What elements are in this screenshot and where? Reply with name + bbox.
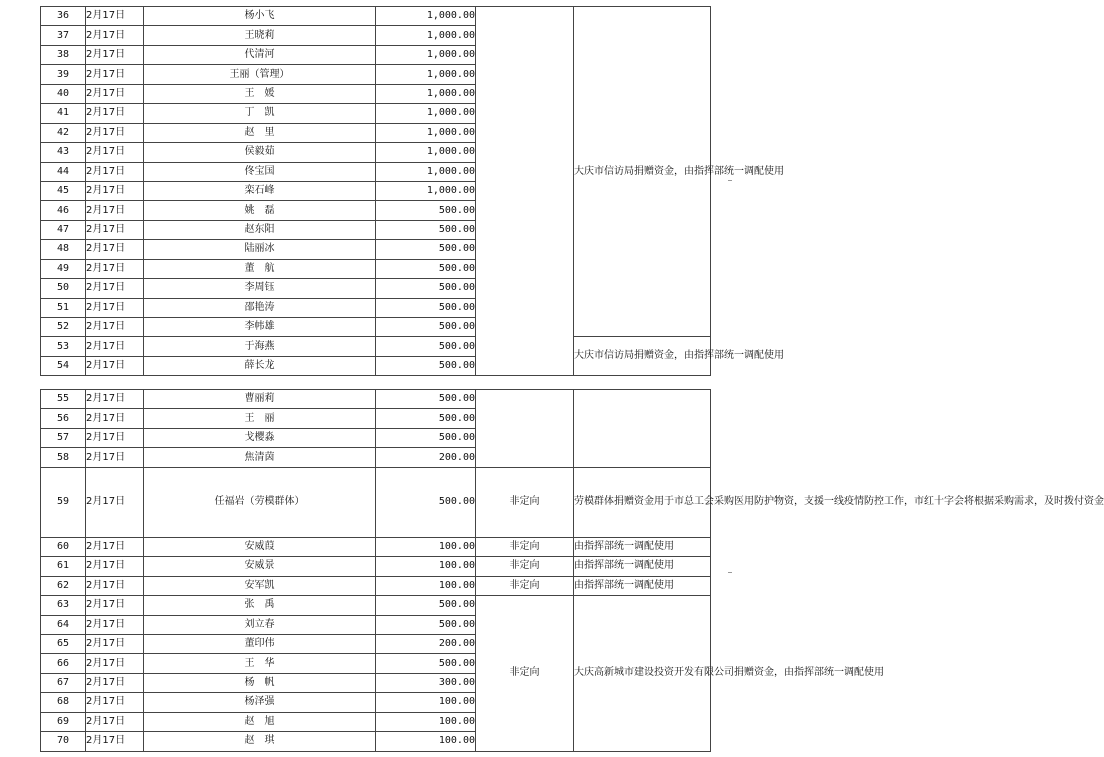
donor-name: 王晓莉 — [144, 26, 376, 45]
row-number: 54 — [41, 356, 86, 375]
donation-amount: 1,000.00 — [376, 181, 476, 200]
usage-note: 由指挥部统一调配使用 — [574, 537, 711, 556]
donor-name: 杨泽强 — [144, 693, 376, 712]
donation-amount: 100.00 — [376, 732, 476, 751]
donor-name: 薛长龙 — [144, 356, 376, 375]
donor-name: 赵 旭 — [144, 712, 376, 731]
row-number: 50 — [41, 279, 86, 298]
donor-name: 杨小飞 — [144, 7, 376, 26]
table-row — [41, 7, 711, 26]
donation-date: 2月17日 — [86, 26, 144, 45]
donation-amount: 500.00 — [376, 390, 476, 409]
donation-amount: 100.00 — [376, 693, 476, 712]
donation-date: 2月17日 — [86, 143, 144, 162]
donor-name: 王 华 — [144, 654, 376, 673]
donation-amount: 1,000.00 — [376, 84, 476, 103]
donation-amount: 1,000.00 — [376, 123, 476, 142]
donor-name: 董 航 — [144, 259, 376, 278]
donation-amount: 1,000.00 — [376, 45, 476, 64]
margin-mark — [728, 572, 732, 573]
row-number: 51 — [41, 298, 86, 317]
donation-date: 2月17日 — [86, 467, 144, 537]
donation-amount: 1,000.00 — [376, 104, 476, 123]
donation-amount: 200.00 — [376, 448, 476, 467]
usage-note — [574, 390, 711, 468]
donation-date: 2月17日 — [86, 634, 144, 653]
donation-amount: 500.00 — [376, 356, 476, 375]
donation-date: 2月17日 — [86, 537, 144, 556]
table-row — [41, 537, 711, 556]
row-number: 64 — [41, 615, 86, 634]
donor-name: 栾石峰 — [144, 181, 376, 200]
donation-date: 2月17日 — [86, 7, 144, 26]
donation-amount: 500.00 — [376, 279, 476, 298]
donation-date: 2月17日 — [86, 712, 144, 731]
donation-date: 2月17日 — [86, 279, 144, 298]
row-number: 60 — [41, 537, 86, 556]
donation-table-bottom — [40, 389, 1104, 752]
donation-amount: 500.00 — [376, 220, 476, 239]
row-number: 52 — [41, 318, 86, 337]
donor-name: 代清河 — [144, 45, 376, 64]
row-number: 65 — [41, 634, 86, 653]
row-number: 67 — [41, 673, 86, 692]
donation-date: 2月17日 — [86, 448, 144, 467]
donation-date: 2月17日 — [86, 123, 144, 142]
table-row — [41, 596, 711, 615]
donor-name: 于海燕 — [144, 337, 376, 356]
table-row — [41, 467, 711, 537]
donation-date: 2月17日 — [86, 615, 144, 634]
row-number: 68 — [41, 693, 86, 712]
donation-date: 2月17日 — [86, 65, 144, 84]
donation-amount: 500.00 — [376, 467, 476, 537]
donation-amount: 200.00 — [376, 634, 476, 653]
donor-name: 陆丽冰 — [144, 240, 376, 259]
donation-amount: 500.00 — [376, 654, 476, 673]
row-number: 46 — [41, 201, 86, 220]
donation-amount: 500.00 — [376, 409, 476, 428]
donation-direction: 非定向 — [476, 557, 574, 576]
donation-date: 2月17日 — [86, 576, 144, 595]
row-number: 63 — [41, 596, 86, 615]
row-number: 41 — [41, 104, 86, 123]
donation-date: 2月17日 — [86, 596, 144, 615]
donation-direction: 非定向 — [476, 596, 574, 752]
donation-amount: 500.00 — [376, 318, 476, 337]
donor-name: 李帏雄 — [144, 318, 376, 337]
donation-amount: 100.00 — [376, 712, 476, 731]
donation-amount: 500.00 — [376, 337, 476, 356]
donor-name: 侯毅茹 — [144, 143, 376, 162]
row-number: 49 — [41, 259, 86, 278]
donation-amount: 500.00 — [376, 596, 476, 615]
row-number: 36 — [41, 7, 86, 26]
donation-table-top — [40, 6, 784, 376]
row-number: 43 — [41, 143, 86, 162]
donation-date: 2月17日 — [86, 259, 144, 278]
donation-amount: 500.00 — [376, 615, 476, 634]
table-row — [41, 390, 711, 409]
table-row — [41, 337, 711, 356]
donor-name: 安威葭 — [144, 537, 376, 556]
row-number: 38 — [41, 45, 86, 64]
donation-date: 2月17日 — [86, 45, 144, 64]
donation-date: 2月17日 — [86, 356, 144, 375]
row-number: 56 — [41, 409, 86, 428]
donor-name: 赵东阳 — [144, 220, 376, 239]
donor-name: 杨 帆 — [144, 673, 376, 692]
donor-name: 张 禹 — [144, 596, 376, 615]
donor-name: 安军凯 — [144, 576, 376, 595]
usage-note: 大庆市信访局捐赠资金，由指挥部统一调配使用 — [574, 7, 711, 337]
table-row — [41, 576, 711, 595]
donor-name: 佟宝国 — [144, 162, 376, 181]
direction-cell — [476, 390, 574, 468]
usage-note: 大庆高新城市建设投资开发有限公司捐赠资金，由指挥部统一调配使用 — [574, 596, 711, 752]
row-number: 58 — [41, 448, 86, 467]
donor-name: 赵 里 — [144, 123, 376, 142]
donor-name: 姚 磊 — [144, 201, 376, 220]
margin-mark — [728, 180, 732, 181]
donation-date: 2月17日 — [86, 181, 144, 200]
row-number: 61 — [41, 557, 86, 576]
row-number: 53 — [41, 337, 86, 356]
row-number: 57 — [41, 428, 86, 447]
donation-amount: 500.00 — [376, 428, 476, 447]
usage-note: 由指挥部统一调配使用 — [574, 576, 711, 595]
donor-name: 董印伟 — [144, 634, 376, 653]
donation-date: 2月17日 — [86, 104, 144, 123]
donation-date: 2月17日 — [86, 409, 144, 428]
row-number: 59 — [41, 467, 86, 537]
row-number: 39 — [41, 65, 86, 84]
donation-direction: 非定向 — [476, 576, 574, 595]
donation-date: 2月17日 — [86, 428, 144, 447]
row-number: 66 — [41, 654, 86, 673]
donor-name: 王 媛 — [144, 84, 376, 103]
donation-date: 2月17日 — [86, 201, 144, 220]
donation-amount: 300.00 — [376, 673, 476, 692]
donation-date: 2月17日 — [86, 84, 144, 103]
donation-direction: 非定向 — [476, 537, 574, 556]
donor-name: 刘立春 — [144, 615, 376, 634]
donor-name: 赵 琪 — [144, 732, 376, 751]
donation-amount: 100.00 — [376, 557, 476, 576]
row-number: 47 — [41, 220, 86, 239]
donation-amount: 1,000.00 — [376, 143, 476, 162]
row-number: 48 — [41, 240, 86, 259]
donor-name: 李周钰 — [144, 279, 376, 298]
donor-name: 任福岩（劳模群体） — [144, 467, 376, 537]
donor-name: 丁 凯 — [144, 104, 376, 123]
donor-name: 安威景 — [144, 557, 376, 576]
donation-amount: 1,000.00 — [376, 26, 476, 45]
donation-date: 2月17日 — [86, 240, 144, 259]
table-row — [41, 557, 711, 576]
donation-date: 2月17日 — [86, 162, 144, 181]
donation-date: 2月17日 — [86, 673, 144, 692]
donation-date: 2月17日 — [86, 390, 144, 409]
row-number: 62 — [41, 576, 86, 595]
donation-amount: 100.00 — [376, 576, 476, 595]
usage-note: 由指挥部统一调配使用 — [574, 557, 711, 576]
usage-note: 劳模群体捐赠资金用于市总工会采购医用防护物资，支援一线疫情防控工作，市红十字会将根据采购需求，及时拨付资金 — [574, 467, 711, 537]
donation-date: 2月17日 — [86, 298, 144, 317]
row-number: 42 — [41, 123, 86, 142]
donation-date: 2月17日 — [86, 337, 144, 356]
donation-date: 2月17日 — [86, 220, 144, 239]
row-number: 44 — [41, 162, 86, 181]
donor-name: 王丽（管理） — [144, 65, 376, 84]
donation-amount: 500.00 — [376, 240, 476, 259]
row-number: 55 — [41, 390, 86, 409]
donation-date: 2月17日 — [86, 318, 144, 337]
direction-cell — [476, 7, 574, 376]
usage-note: 大庆市信访局捐赠资金，由指挥部统一调配使用 — [574, 337, 711, 376]
row-number: 45 — [41, 181, 86, 200]
donation-date: 2月17日 — [86, 693, 144, 712]
donation-amount: 100.00 — [376, 537, 476, 556]
row-number: 69 — [41, 712, 86, 731]
donation-amount: 1,000.00 — [376, 7, 476, 26]
row-number: 37 — [41, 26, 86, 45]
donation-amount: 500.00 — [376, 201, 476, 220]
donation-date: 2月17日 — [86, 654, 144, 673]
donation-amount: 1,000.00 — [376, 162, 476, 181]
row-number: 70 — [41, 732, 86, 751]
donation-amount: 1,000.00 — [376, 65, 476, 84]
donor-name: 邵艳涛 — [144, 298, 376, 317]
donor-name: 曹丽莉 — [144, 390, 376, 409]
row-number: 40 — [41, 84, 86, 103]
donation-amount: 500.00 — [376, 259, 476, 278]
donation-date: 2月17日 — [86, 732, 144, 751]
donor-name: 王 丽 — [144, 409, 376, 428]
donation-amount: 500.00 — [376, 298, 476, 317]
donor-name: 戈樱淼 — [144, 428, 376, 447]
donation-direction: 非定向 — [476, 467, 574, 537]
donor-name: 焦清茵 — [144, 448, 376, 467]
donation-date: 2月17日 — [86, 557, 144, 576]
